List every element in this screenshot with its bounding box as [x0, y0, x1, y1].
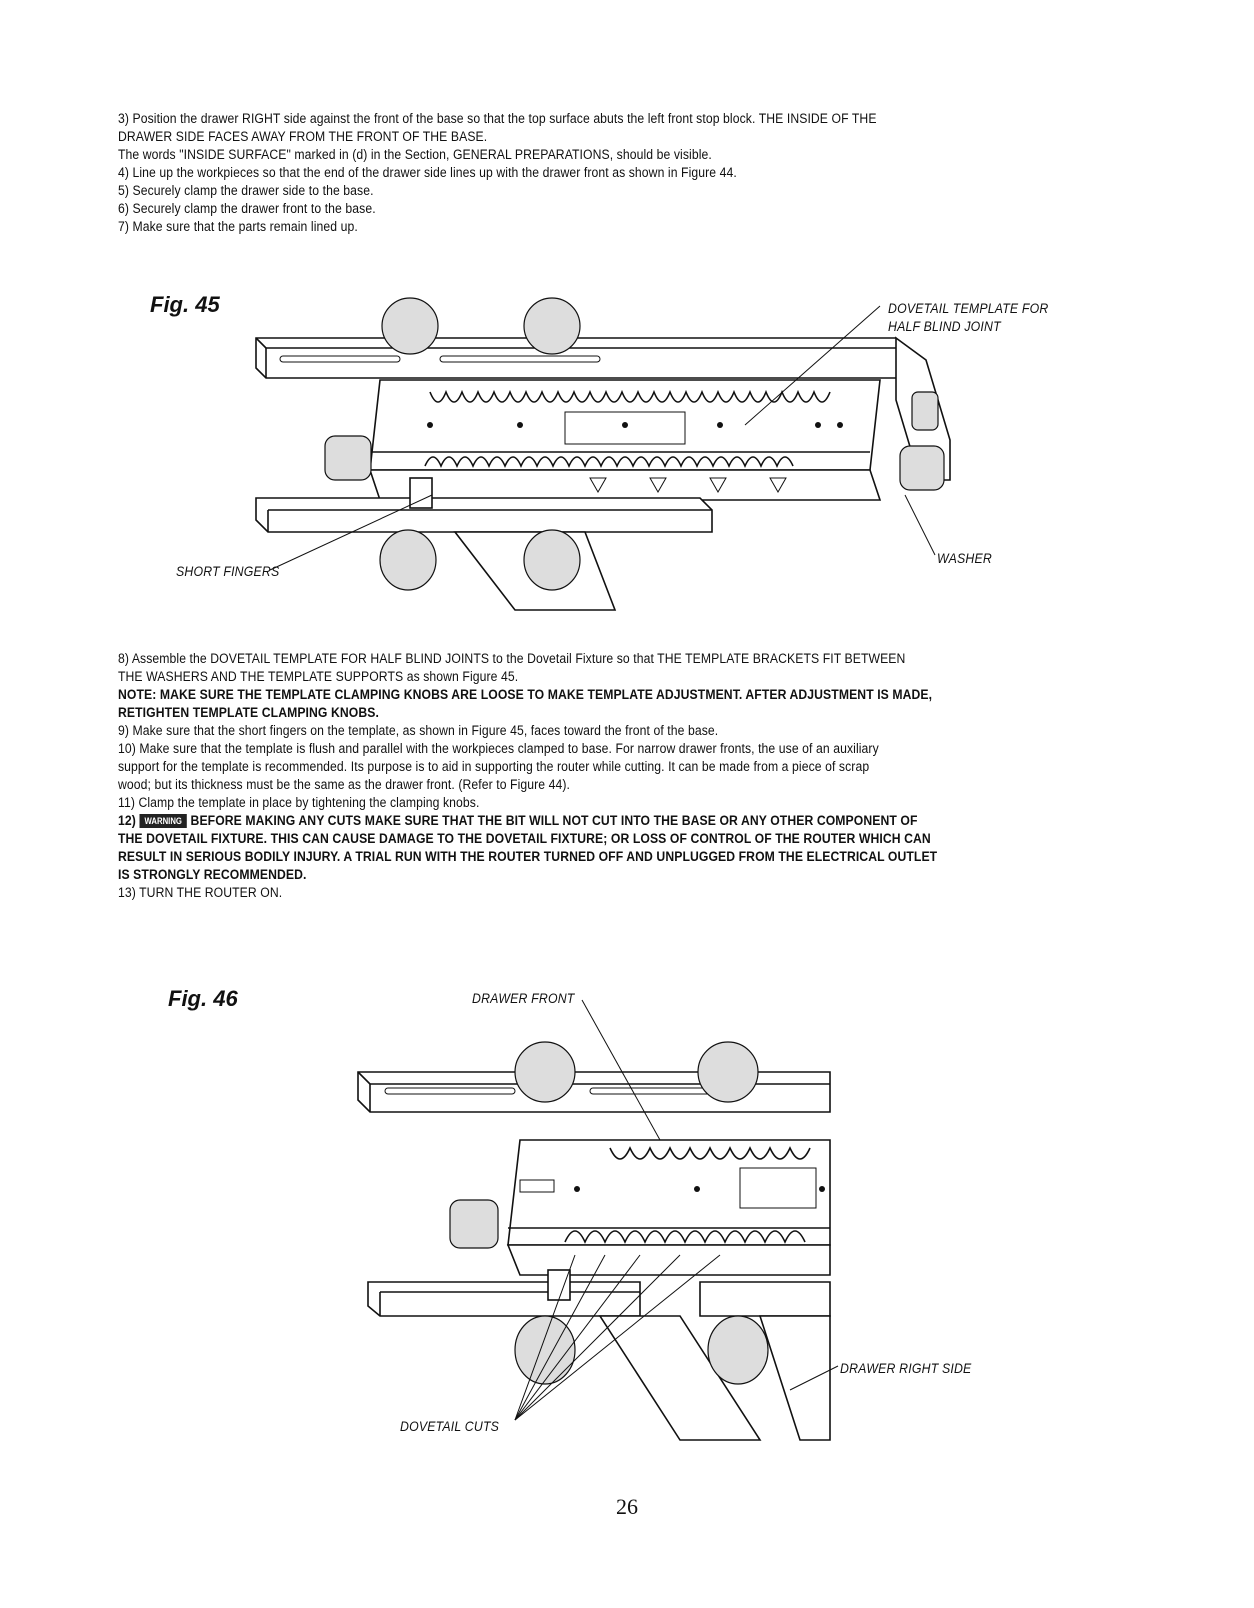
- step-8-line1: 8) Assemble the DOVETAIL TEMPLATE FOR HALF BLIND JOINTS to the Dovetail Fixture so that THE TEMPLATE BRACKETS FIT BETWEEN: [118, 651, 906, 667]
- step-7: 7) Make sure that the parts remain lined up.: [118, 219, 358, 235]
- step-10-line3: wood; but its thickness must be the same as the drawer front. (Refer to Figure 44).: [118, 777, 571, 793]
- step-3-line1: 3) Position the drawer RIGHT side against the front of the base so that the top surface abuts the left front stop block. THE INSIDE OF THE: [118, 111, 877, 127]
- warning-icon: WARNING: [139, 814, 187, 828]
- step-10-line2: support for the template is recommended. Its purpose is to aid in supporting the router while cutting. It can be made from a piece of scrap: [118, 759, 870, 775]
- step-8-line2: THE WASHERS AND THE TEMPLATE SUPPORTS as shown Figure 45.: [118, 669, 519, 685]
- fig46-callout-drawer-right-side: DRAWER RIGHT SIDE: [840, 1360, 972, 1376]
- step-3-note: The words "INSIDE SURFACE" marked in (d) in the Section, GENERAL PREPARATIONS, should be visible.: [118, 147, 712, 163]
- fig45-callout-template-line2: HALF BLIND JOINT: [888, 318, 1001, 334]
- step-10-line1: 10) Make sure that the template is flush and parallel with the workpieces clamped to base. For narrow drawer fronts, the use of an auxiliary: [118, 741, 879, 757]
- fig45-label: Fig. 45: [150, 292, 220, 317]
- step-12-text-line1: BEFORE MAKING ANY CUTS MAKE SURE THAT THE BIT WILL NOT CUT INTO THE BASE OR ANY OTHER COMPONENT OF: [190, 813, 918, 829]
- step-9: 9) Make sure that the short fingers on the template, as shown in Figure 45, faces toward the front of the base.: [118, 723, 719, 739]
- step-12-line2: THE DOVETAIL FIXTURE. THIS CAN CAUSE DAMAGE TO THE DOVETAIL FIXTURE; OR LOSS OF CONTROL OF THE ROUTER WHICH CAN: [118, 831, 931, 847]
- step-13: 13) TURN THE ROUTER ON.: [118, 885, 283, 901]
- step-12-line3: RESULT IN SERIOUS BODILY INJURY. A TRIAL RUN WITH THE ROUTER TURNED OFF AND UNPLUGGED FROM THE ELECTRICAL OUTLET: [118, 849, 938, 865]
- note-line2: RETIGHTEN TEMPLATE CLAMPING KNOBS.: [118, 705, 379, 721]
- step-6: 6) Securely clamp the drawer front to the base.: [118, 201, 376, 217]
- fig45-callout-short-fingers: SHORT FINGERS: [176, 563, 280, 579]
- step-5: 5) Securely clamp the drawer side to the base.: [118, 183, 374, 199]
- step-11: 11) Clamp the template in place by tightening the clamping knobs.: [118, 795, 480, 811]
- step-3-line2: DRAWER SIDE FACES AWAY FROM THE FRONT OF THE BASE.: [118, 129, 488, 145]
- step-12-line4: IS STRONGLY RECOMMENDED.: [118, 867, 307, 883]
- fig45-callout-template-line1: DOVETAIL TEMPLATE FOR: [888, 300, 1049, 316]
- note-line1: NOTE: MAKE SURE THE TEMPLATE CLAMPING KNOBS ARE LOOSE TO MAKE TEMPLATE ADJUSTMENT. AFTER ADJUSTMENT IS MADE,: [118, 687, 933, 703]
- step-4: 4) Line up the workpieces so that the end of the drawer side lines up with the drawer front as shown in Figure 44.: [118, 165, 737, 181]
- step-12-number: 12): [118, 813, 136, 829]
- fig46-callout-drawer-front: DRAWER FRONT: [472, 990, 575, 1006]
- fig45-callout-washer: WASHER: [937, 550, 992, 566]
- fig46-callout-dovetail-cuts: DOVETAIL CUTS: [400, 1418, 500, 1434]
- fig46-label: Fig. 46: [168, 986, 238, 1011]
- page-number: 26: [616, 1494, 638, 1519]
